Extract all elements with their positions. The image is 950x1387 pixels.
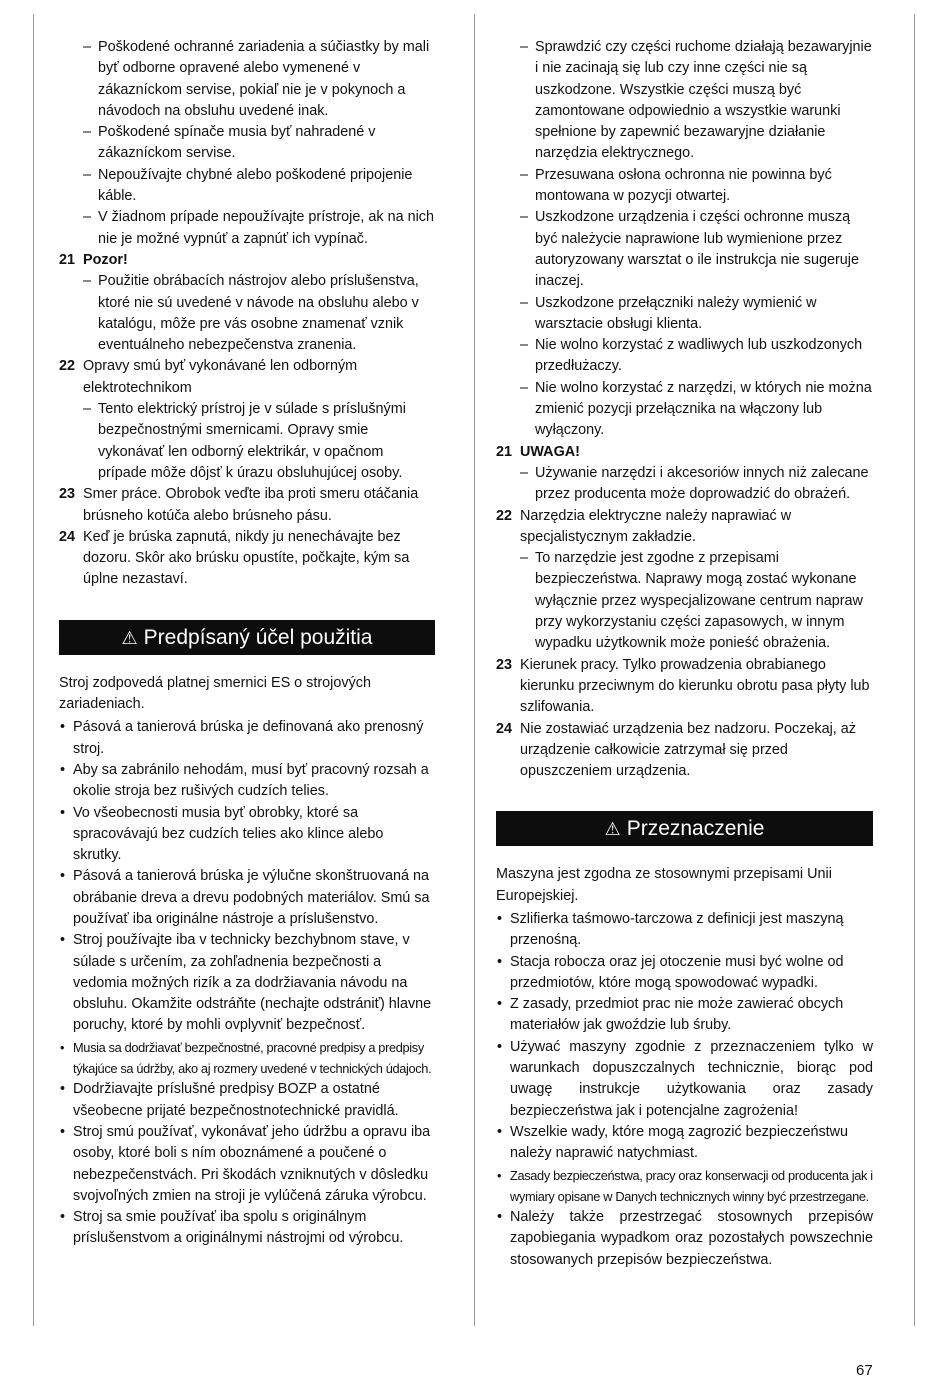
warning-triangle-icon: ⚠ xyxy=(604,819,621,840)
section-title: Predpísaný účel použitia xyxy=(143,625,373,649)
bullet-item: • Szlifierka taśmowo-tarczowa z definicji jest maszyną przenośną. xyxy=(496,909,873,952)
section-header xyxy=(59,620,435,655)
intro-paragraph: Stroj zodpovedá platnej smernici ES o strojových zariadeniach. xyxy=(59,674,371,713)
list-item: – Použitie obrábacích nástrojov alebo príslušenstva, ktoré nie sú uvedené v návode na obsluhu alebo v katalógu, môže pre vás osobne znamenať vznik eventuálneho nebezpečenstva zranenia. xyxy=(78,271,435,356)
bullet-item: • Stacja robocza oraz jej otoczenie musi być wolne od przedmiotów, które mogą spowodować wypadki. xyxy=(496,952,873,995)
item-number: 23 xyxy=(496,656,513,673)
item-text: Smer práce. Obrobok veďte iba proti smeru otáčania brúsneho kotúča alebo brúsneho pásu. xyxy=(83,486,419,524)
warning-title: UWAGA! xyxy=(520,443,580,460)
item-number: 24 xyxy=(59,528,76,545)
list-item: – Nie wolno korzystać z wadliwych lub uszkodzonych przedłużaczy. xyxy=(496,335,873,378)
bullet-item: • Zasady bezpieczeństwa, pracy oraz konserwacji od producenta jak i wymiary opisane w Danych technicznych winny być przestrzegane. xyxy=(496,1165,873,1208)
item-number: 22 xyxy=(496,507,513,524)
item-text: Nie zostawiać urządzenia bez nadzoru. Poczekaj, aż urządzenie całkowicie zatrzymał się przed opuszczeniem urządzenia. xyxy=(520,720,856,780)
list-item: – Nie wolno korzystać z narzędzi, w których nie można zmienić pozycji przełącznika na włączony lub wyłączony. xyxy=(496,378,873,442)
bullet-item: • Wszelkie wady, które mogą zagrozić bezpieczeństwu należy naprawić natychmiast. xyxy=(496,1122,873,1165)
bullet-item: • Vo všeobecnosti musia byť obrobky, ktoré sa spracovávajú bez cudzích telies ako klince alebo skrutky. xyxy=(59,803,435,867)
left-margin-rule xyxy=(33,14,34,1326)
bullet-item: • Używać maszyny zgodnie z przeznaczeniem tylko w warunkach dopuszczalnych technicznie, biorąc pod uwagę instrukcje użytkowania oraz zasady bezpieczeństwa jak i potencjalne zagrożenia! xyxy=(496,1037,873,1122)
column-divider-rule xyxy=(474,14,475,1326)
numbered-item-21 xyxy=(496,442,873,506)
bullet-item: • Aby sa zabránilo nehodám, musí byť pracovný rozsah a okolie stroja bez rušivých cudzích telies. xyxy=(59,760,435,803)
list-item: – To narzędzie jest zgodne z przepisami bezpieczeństwa. Naprawy mogą zostać wykonane wyłącznie przez wyspecjalizowane centrum napraw przy wykorzystaniu części zapasowych, w innym wypadku użytkownik może ponieść obrażenia. xyxy=(515,548,873,654)
bullet-item: • Musia sa dodržiavať bezpečnostné, pracovné predpisy a predpisy týkajúce sa údržby, ako aj rozmery uvedené v technických údajoch. xyxy=(59,1037,435,1080)
right-column xyxy=(496,37,873,1271)
list-item: – Uszkodzone przełączniki należy wymienić w warsztacie obsługi klienta. xyxy=(496,293,873,336)
bullet-item: • Stroj sa smie používať iba spolu s originálnym príslušenstvom a originálnymi nástrojmi od výrobcu. xyxy=(59,1207,435,1250)
page-number: 67 xyxy=(856,1362,873,1379)
list-item: – Poškodené spínače musia byť nahradené v zákazníckom servise. xyxy=(59,122,435,165)
warning-title: Pozor! xyxy=(83,251,128,268)
list-item: – Nepoužívajte chybné alebo poškodené pripojenie káble. xyxy=(59,165,435,208)
list-item: – Uszkodzone urządzenia i części ochronne muszą być należycie naprawione lub wymienione przez autoryzowany warsztat o ile instrukcja nie sugeruje inaczej. xyxy=(496,207,873,292)
section-header xyxy=(496,811,873,846)
item-number: 24 xyxy=(496,720,513,737)
numbered-item-21 xyxy=(59,250,435,356)
item-text: Narzędzia elektryczne należy naprawiać w specjalistycznym zakładzie. xyxy=(520,507,792,545)
numbered-item-24 xyxy=(496,719,873,783)
bullet-item: • Dodržiavajte príslušné predpisy BOZP a ostatné všeobecne prijaté bezpečnostnotechnické pravidlá. xyxy=(59,1079,435,1122)
numbered-item-24 xyxy=(59,527,435,591)
numbered-item-23 xyxy=(59,484,435,527)
item-number: 23 xyxy=(59,486,76,503)
bullet-item: • Stroj smú používať, vykonávať jeho údržbu a opravu iba osoby, ktoré boli s ním oboznámené a poučené o nebezpečenstvách. Pri škodách vzniknutých v dôsledku svojvoľných zmien na stroji je vylúčená záruka výrobcu. xyxy=(59,1122,435,1207)
item-number: 21 xyxy=(59,251,76,268)
bullet-item: • Z zasady, przedmiot prac nie może zawierać obcych materiałów jak gwoździe lub śruby. xyxy=(496,994,873,1037)
bullet-item: • Należy także przestrzegać stosownych przepisów zapobiegania wypadkom oraz pozostałych powszechnie stosowanych przepisów bezpieczeństwa. xyxy=(496,1207,873,1271)
item-text: Opravy smú byť vykonávané len odborným elektrotechnikom xyxy=(83,358,358,396)
intro-paragraph: Maszyna jest zgodna ze stosownymi przepisami Unii Europejskiej. xyxy=(496,866,832,904)
item-number: 21 xyxy=(496,443,513,460)
numbered-item-22 xyxy=(496,506,873,655)
list-item: – Używanie narzędzi i akcesoriów innych niż zalecane przez producenta może doprowadzić do obrażeń. xyxy=(515,463,873,506)
list-item: – Poškodené ochranné zariadenia a súčiastky by mali byť odborne opravené alebo vymenené v zákazníckom servise, pokiaľ nie je v pokynoch a návodoch na obsluhu uvedené inak. xyxy=(59,37,435,122)
item-text: Kierunek pracy. Tylko prowadzenia obrabianego kierunku przeciwnym do kierunku obrotu pasa płyty lub szlifowania. xyxy=(520,656,870,716)
numbered-item-22 xyxy=(59,356,435,484)
warning-triangle-icon: ⚠ xyxy=(121,627,138,648)
right-margin-rule xyxy=(914,14,915,1326)
bullet-item: • Pásová a tanierová brúska je definovaná ako prenosný stroj. xyxy=(59,717,435,760)
list-item: – Sprawdzić czy części ruchome działają bezawaryjnie i nie zacinają się lub czy inne części nie są uszkodzone. Wszystkie części muszą być zamontowane odpowiednio a wszystkie warunki spełnione by zapewnić bezawaryjne działanie narzędzia elektrycznego. xyxy=(496,37,873,165)
bullet-item: • Stroj používajte iba v technicky bezchybnom stave, v súlade s určením, za zohľadnenia bezpečnosti a vedomia možných rizík a za dodržiavania návodu na obsluhu. Okamžite odstráňte (nechajte odstrániť) hlavne poruchy, ktoré by mohli ovplyvniť bezpečnosť. xyxy=(59,930,435,1036)
bullet-item: • Pásová a tanierová brúska je výlučne skonštruovaná na obrábanie dreva a drevu podobných materiálov. Smú sa používať iba originálne nástroje a príslušenstvo. xyxy=(59,866,435,930)
item-text: Keď je brúska zapnutá, nikdy ju nenechávajte bez dozoru. Skôr ako brúsku opustíte, počkajte, kým sa úplne nezastaví. xyxy=(83,528,410,588)
list-item: – V žiadnom prípade nepoužívajte prístroje, ak na nich nie je možné vypnúť a zapnúť ich vypínač. xyxy=(59,207,435,250)
list-item: – Przesuwana osłona ochronna nie powinna być montowana w pozycji otwartej. xyxy=(496,165,873,208)
item-number: 22 xyxy=(59,358,76,375)
list-item: – Tento elektrický prístroj je v súlade s príslušnými bezpečnostnými smernicami. Opravy smie vykonávať len odborný elektrikár, v opačnom prípade môže dôjsť k úrazu obsluhujúcej osoby. xyxy=(78,399,435,484)
left-column xyxy=(59,37,435,1250)
section-title: Przeznaczenie xyxy=(626,817,765,841)
numbered-item-23 xyxy=(496,655,873,719)
